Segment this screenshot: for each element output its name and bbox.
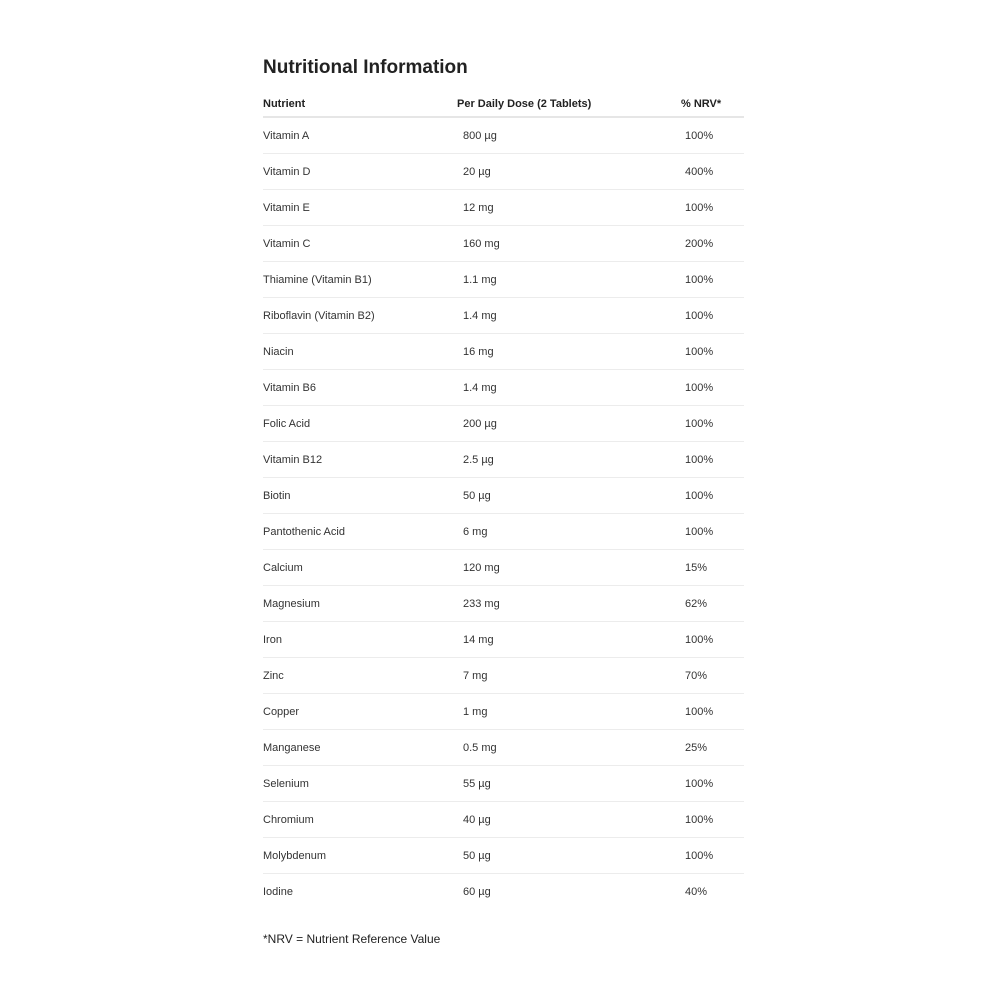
nutrition-panel — [263, 54, 744, 909]
dose-cell: 2.5 µg — [457, 442, 681, 478]
table-row — [263, 226, 744, 262]
dose-cell: 1.4 mg — [457, 370, 681, 406]
column-header-nutrient: Nutrient — [263, 92, 457, 117]
nrv-cell: 100% — [681, 370, 744, 406]
dose-cell: 60 µg — [463, 885, 491, 898]
dose-cell: 12 mg — [457, 190, 681, 226]
dose-cell: 6 mg — [457, 514, 681, 550]
nutrient-cell: Vitamin E — [263, 190, 457, 226]
dose-cell: 1 mg — [457, 694, 681, 730]
table-body — [263, 117, 744, 909]
nutrient-cell: Selenium — [263, 766, 457, 802]
nutrient-cell: Magnesium — [263, 586, 457, 622]
table-row — [263, 550, 744, 586]
table-row — [263, 190, 744, 226]
table-row — [263, 838, 744, 874]
dose-cell: 50 µg — [457, 838, 681, 874]
nutrient-cell: Vitamin B12 — [263, 442, 457, 478]
dose-cell: 0.5 mg — [457, 730, 681, 766]
nrv-cell: 62% — [681, 586, 744, 622]
nutrient-cell: Iodine — [263, 885, 293, 898]
nutrient-cell: Calcium — [263, 550, 457, 586]
table-row — [263, 117, 744, 154]
dose-cell: 55 µg — [457, 766, 681, 802]
nutrient-cell: Vitamin B6 — [263, 370, 457, 406]
table-row — [263, 874, 744, 910]
column-header-nrv: % NRV* — [681, 92, 744, 117]
column-header-dose: Per Daily Dose (2 Tablets) — [457, 92, 681, 117]
nutrient-cell: Molybdenum — [263, 838, 457, 874]
table-row — [263, 154, 744, 190]
table-row — [263, 802, 744, 838]
dose-cell: 200 µg — [457, 406, 681, 442]
table-row — [263, 478, 744, 514]
nrv-cell: 100% — [681, 190, 744, 226]
nrv-cell: 100% — [681, 478, 744, 514]
nutrient-cell: Iron — [263, 622, 457, 658]
table-row — [263, 298, 744, 334]
dose-cell: 233 mg — [457, 586, 681, 622]
table-header-row — [263, 92, 744, 117]
nrv-cell: 25% — [681, 730, 744, 766]
footnote: *NRV = Nutrient Reference Value — [263, 932, 441, 946]
dose-cell: 7 mg — [457, 658, 681, 694]
nutrient-cell: Manganese — [263, 730, 457, 766]
nrv-cell: 100% — [681, 117, 744, 154]
table-row — [263, 586, 744, 622]
dose-cell: 120 mg — [457, 550, 681, 586]
nrv-cell: 40% — [685, 885, 708, 898]
table-row — [263, 658, 744, 694]
dose-cell: 1.4 mg — [457, 298, 681, 334]
table-row — [263, 262, 744, 298]
dose-cell: 14 mg — [457, 622, 681, 658]
table-row — [263, 334, 744, 370]
dose-cell: 20 µg — [457, 154, 681, 190]
nrv-cell: 100% — [681, 802, 744, 838]
nutrient-cell: Biotin — [263, 478, 457, 514]
nutrient-cell: Vitamin A — [263, 117, 457, 154]
nrv-cell: 100% — [681, 298, 744, 334]
table-row — [263, 514, 744, 550]
nutrient-cell: Vitamin D — [263, 154, 457, 190]
nrv-cell: 100% — [681, 442, 744, 478]
page-title: Nutritional Information — [263, 57, 468, 78]
dose-cell: 16 mg — [457, 334, 681, 370]
nutrient-cell: Folic Acid — [263, 406, 457, 442]
nrv-cell: 100% — [681, 514, 744, 550]
nutrient-cell: Zinc — [263, 658, 457, 694]
nrv-cell: 400% — [681, 154, 744, 190]
nrv-cell: 100% — [681, 694, 744, 730]
nutrient-cell: Riboflavin (Vitamin B2) — [263, 298, 457, 334]
table-row — [263, 442, 744, 478]
nutrient-cell: Copper — [263, 694, 457, 730]
nutrient-cell: Chromium — [263, 802, 457, 838]
dose-cell: 50 µg — [457, 478, 681, 514]
nutrient-cell: Vitamin C — [263, 226, 457, 262]
table-row — [263, 766, 744, 802]
table-row — [263, 694, 744, 730]
nrv-cell: 70% — [681, 658, 744, 694]
dose-cell: 1.1 mg — [457, 262, 681, 298]
nutrient-cell: Thiamine (Vitamin B1) — [263, 262, 457, 298]
table-row — [263, 370, 744, 406]
nutrient-cell: Niacin — [263, 334, 457, 370]
dose-cell: 160 mg — [457, 226, 681, 262]
nrv-cell: 100% — [681, 838, 744, 874]
nrv-cell: 200% — [681, 226, 744, 262]
dose-cell: 800 µg — [457, 117, 681, 154]
nrv-cell: 100% — [681, 334, 744, 370]
nrv-cell: 100% — [681, 766, 744, 802]
nrv-cell: 100% — [681, 622, 744, 658]
nutrition-table — [263, 92, 744, 909]
table-row — [263, 406, 744, 442]
nrv-cell: 100% — [681, 406, 744, 442]
nutrient-cell: Pantothenic Acid — [263, 514, 457, 550]
nrv-cell: 15% — [681, 550, 744, 586]
dose-cell: 40 µg — [457, 802, 681, 838]
table-row — [263, 730, 744, 766]
nrv-cell: 100% — [681, 262, 744, 298]
table-row — [263, 622, 744, 658]
